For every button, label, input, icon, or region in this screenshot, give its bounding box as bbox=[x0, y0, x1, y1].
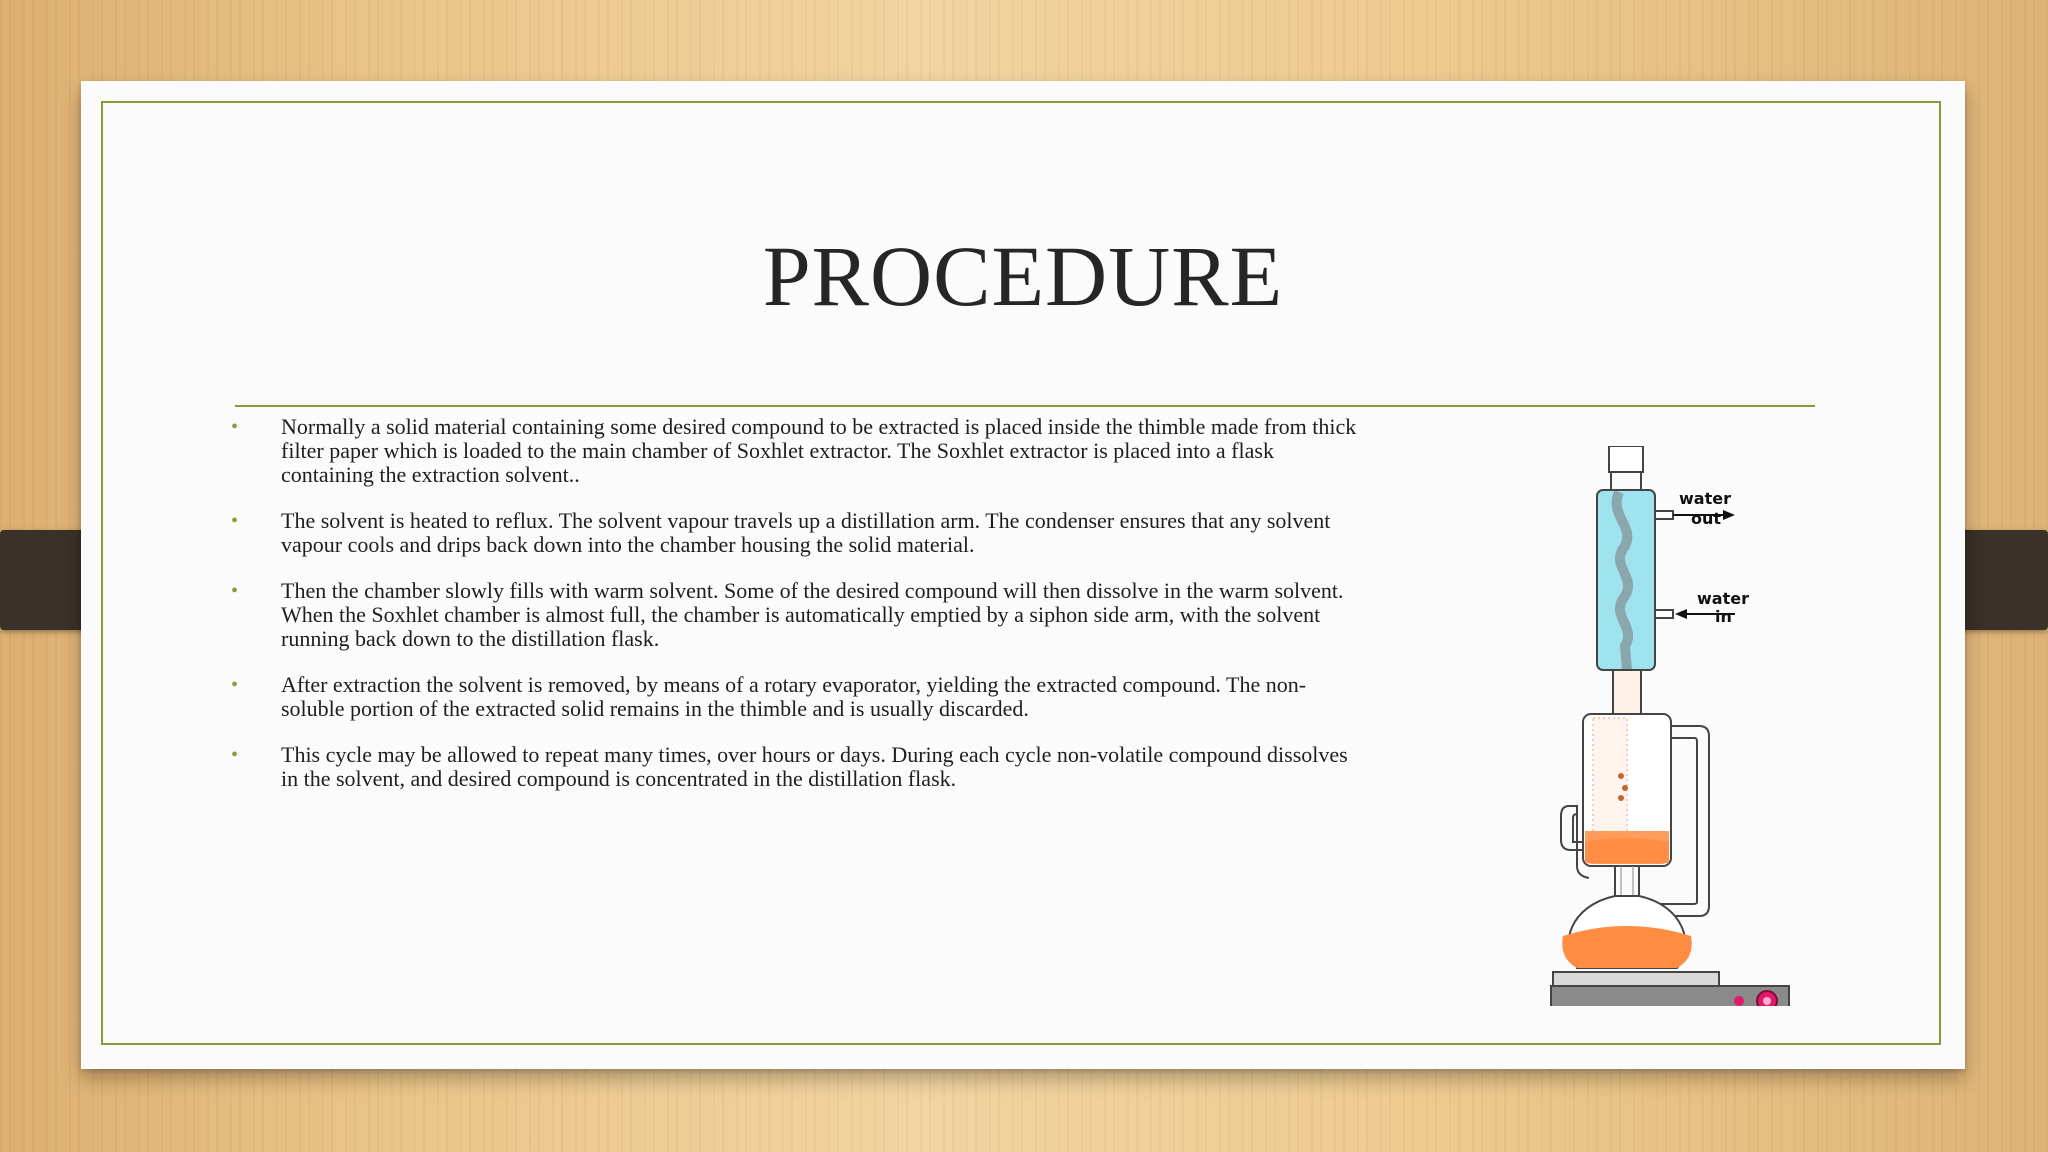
list-item bbox=[231, 509, 1361, 557]
list-item bbox=[231, 579, 1361, 651]
bullet-dot-icon: • bbox=[231, 416, 239, 438]
soxhlet-extractor-diagram bbox=[1459, 446, 1799, 1006]
heater-light-icon bbox=[1734, 996, 1744, 1006]
water-out-label-line1: water bbox=[1679, 489, 1731, 508]
top-joint bbox=[1609, 446, 1643, 472]
hot-plate-top bbox=[1553, 972, 1719, 986]
title-divider bbox=[235, 405, 1815, 407]
bullet-text: The solvent is heated to reflux. The solvent vapour travels up a distillation arm. The condenser ensures that any solvent vapour cools and drips back down into the chamber housing the solid material. bbox=[281, 508, 1331, 557]
bullet-dot-icon: • bbox=[231, 744, 239, 766]
bullet-dot-icon: • bbox=[231, 580, 239, 602]
list-item bbox=[231, 673, 1361, 721]
slide-title: PROCEDURE bbox=[762, 228, 1284, 324]
bullet-text: After extraction the solvent is removed, by means of a rotary evaporator, yielding the extracted compound. The non-soluble portion of the extracted solid remains in the thimble and is usually discarded. bbox=[281, 672, 1307, 721]
flask-solvent bbox=[1562, 926, 1691, 968]
bullet-text: Normally a solid material containing some desired compound to be extracted is placed inside the thimble made from thick filter paper which is loaded to the main chamber of Soxhlet extractor. The Soxhlet extractor is placed into a flask containing the extraction solvent.. bbox=[281, 414, 1357, 487]
list-item bbox=[231, 415, 1361, 487]
water-in-label-line1: water bbox=[1697, 589, 1749, 608]
bullet-dot-icon: • bbox=[231, 674, 239, 696]
bullet-text: Then the chamber slowly fills with warm solvent. Some of the desired compound will then dissolve in the warm solvent. When the Soxhlet chamber is almost full, the chamber is automatically emptied by a siphon side arm, with the solvent running back down to the distillation flask. bbox=[281, 578, 1344, 651]
bullet-text: This cycle may be allowed to repeat many times, over hours or days. During each cycle non-volatile compound dissolves in the solvent, and desired compound is concentrated in the distillation flask. bbox=[281, 742, 1348, 791]
list-item bbox=[231, 743, 1361, 791]
water-out-label-line2: out bbox=[1691, 509, 1722, 528]
soxhlet-apparatus-icon bbox=[1459, 446, 1799, 1006]
slide bbox=[81, 81, 1965, 1069]
bullet-list bbox=[231, 415, 1361, 813]
bullet-dot-icon: • bbox=[231, 510, 239, 532]
water-in-label-line2: in bbox=[1715, 607, 1732, 626]
hot-plate-base bbox=[1551, 986, 1789, 1006]
